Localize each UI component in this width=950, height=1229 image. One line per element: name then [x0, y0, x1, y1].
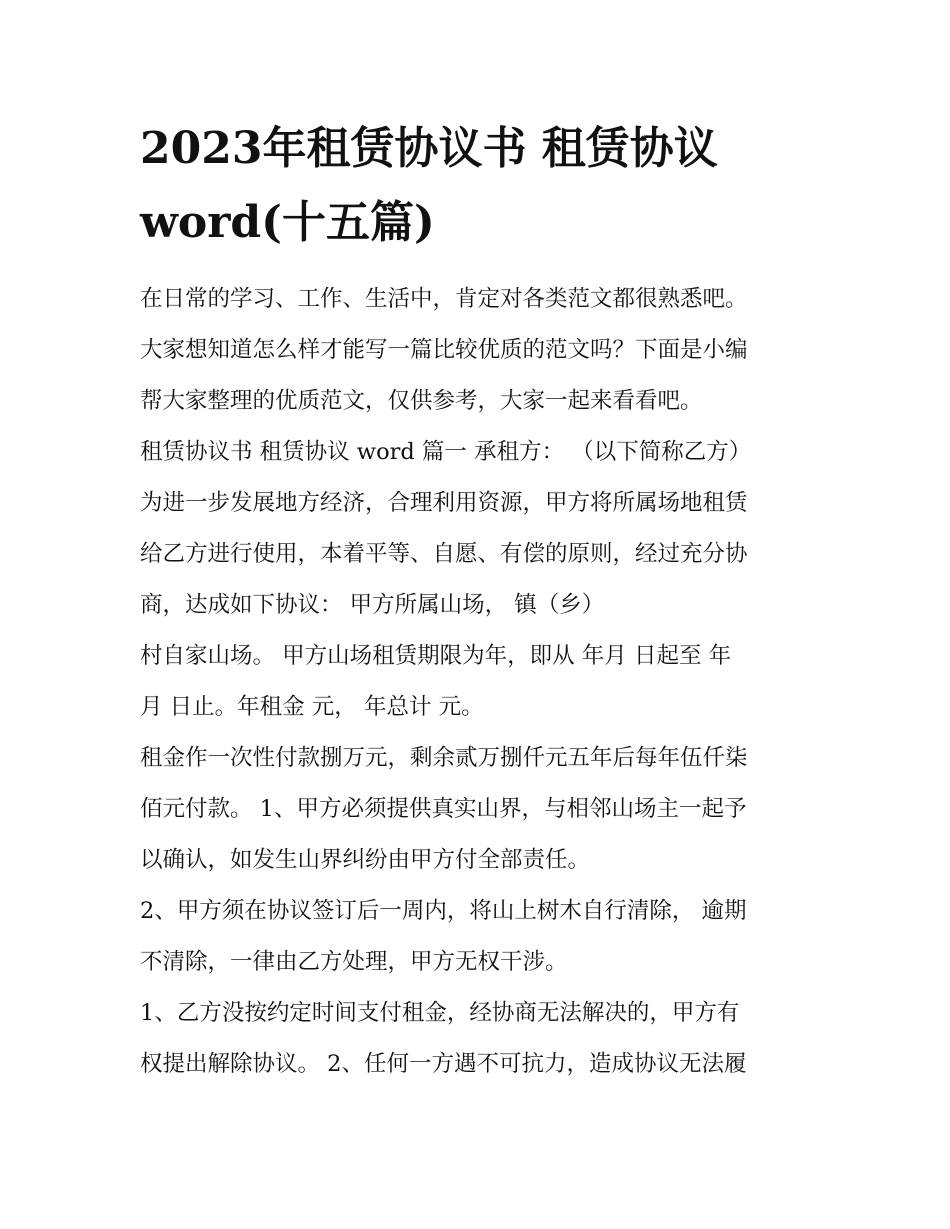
body-line: 为进一步发展地方经济，合理利用资源，甲方将所属场地租赁 [140, 490, 748, 516]
body-line: 1、乙方没按约定时间支付租金，经协商无法解决的，甲方有 [140, 1000, 740, 1026]
body-line: 以确认，如发生山界纠纷由甲方付全部责任。 [140, 847, 591, 873]
document-body [140, 274, 820, 1090]
body-line: 佰元付款。 1、甲方必须提供真实山界，与相邻山场主一起予 [140, 796, 747, 822]
document-page [140, 112, 820, 1090]
body-line: 租金作一次性付款捌万元，剩余贰万捌仟元五年后每年伍仟柒 [140, 745, 748, 771]
body-line: 给乙方进行使用，本着平等、自愿、有偿的原则，经过充分协 [140, 541, 748, 567]
body-line: 大家想知道怎么样才能写一篇比较优质的范文吗？下面是小编 [140, 337, 748, 363]
title-line: word(十五篇) [140, 197, 435, 248]
body-line: 帮大家整理的优质范文，仅供参考，大家一起来看看吧。 [140, 388, 703, 414]
body-line: 不清除，一律由乙方处理，甲方无权干涉。 [140, 949, 568, 975]
body-line: 2、甲方须在协议签订后一周内，将山上树木自行清除， 逾期 [140, 898, 747, 924]
body-line: 商，达成如下协议： 甲方所属山场， 镇（乡） [140, 592, 605, 618]
body-line: 权提出解除协议。 2、任何一方遇不可抗力，造成协议无法履 [140, 1051, 747, 1077]
title-line: 2023年租赁协议书 租赁协议 [140, 123, 718, 174]
body-line: 租赁协议书 租赁协议 word 篇一 承租方： （以下简称乙方） [140, 439, 752, 465]
document-title [140, 112, 820, 260]
body-line: 月 日止。年租金 元， 年总计 元。 [140, 694, 484, 720]
body-line: 在日常的学习、工作、生活中，肯定对各类范文都很熟悉吧。 [140, 286, 748, 312]
body-line: 村自家山场。 甲方山场租赁期限为年，即从 年月 日起至 年 [140, 643, 732, 669]
